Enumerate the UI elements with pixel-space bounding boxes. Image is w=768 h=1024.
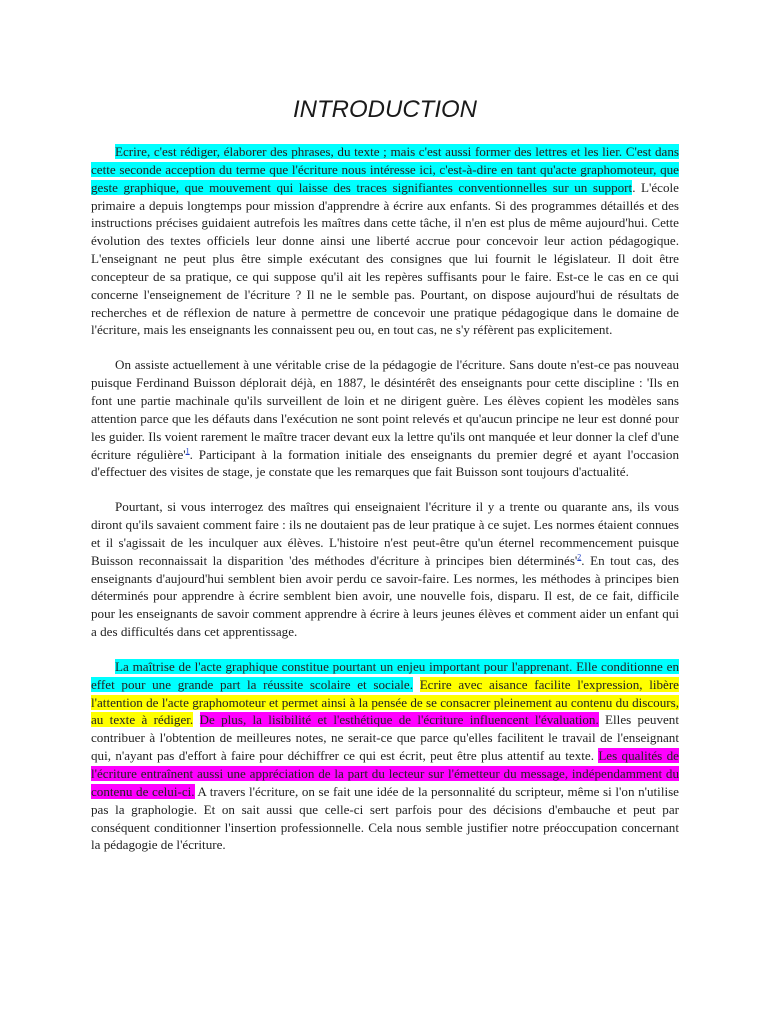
paragraph-text: Pourtant, si vous interrogez des maîtres qui enseignaient l'écriture il y a trente ou quarante ans, ils vous diront qu'ils savaient comment faire : ils ne doutaient pas de leur pratique à ce sujet. Les normes étaient connues et il s'agissait de les inculquer aux élèves. L'histoire n'est peut-être qu'un éternel recommencement puisque Buisson reconnaissait la disparition 'des méthodes d'écriture à principes bien déterminés' xyxy=(91,499,679,568)
footnote-link-1[interactable]: 1 xyxy=(185,446,190,456)
paragraph-text: . Participant à la formation initiale des enseignants du premier degré et ayant l'occasion d'effectuer des visites de stage, je constate que les remarques que fait Buisson sont toujours d'actualité. xyxy=(91,446,679,480)
paragraph-text: On assiste actuellement à une véritable crise de la pédagogie de l'écriture. Sans doute n'est-ce pas nouveau puisque Ferdinand Buisson déplorait déjà, en 1887, le désintérêt des enseignants pour cette discipline : 'Ils en font une partie machinale qu'ils surveillent de loin et ne dirigent guère. Les élèves copient les modèles sans attention parce que les défauts dans l'exécution ne sont point relevés et qu'aucun principe ne leur est donné pour les guider. Ils voient rarement le maître tracer devant eux la lettre qu'ils ont manquée et leur donner la clef d'une écriture régulière' xyxy=(91,357,679,462)
paragraph-3 xyxy=(91,498,679,641)
paragraph-1 xyxy=(91,143,679,339)
paragraph-text: . En tout cas, des enseignants d'aujourd'hui semblent bien avoir perdu ce savoir-faire. Les normes, les méthodes à principes bien déterminés pour apprendre à écrire semblent bien avoir, une nouvelle fois, disparu. Il est, de ce fait, difficile pour les enseignants de savoir comment apprendre à écrire à leurs jeunes élèves et comment aider un enfant qui a des difficultés dans cet apprentissage. xyxy=(91,552,680,640)
paragraph-text: Elles peuvent contribuer à l'obtention de meilleures notes, ne serait-ce que parce qu'elles facilitent le travail de l'enseignant qui, n'ayant pas d'effort à faire pour déchiffrer ce qui est écrit, peut être plus attentif au texte. xyxy=(91,712,679,764)
highlighted-text-cyan: La maîtrise de l'acte graphique constitue pourtant un enjeu important pour l'apprenant. Elle conditionne en effet pour une grande part la réussite scolaire et sociale. xyxy=(91,658,679,692)
highlighted-text-cyan: Ecrire, c'est rédiger, élaborer des phrases, du texte ; mais c'est aussi former des lettres et les lier. C'est dans cette seconde acception du terme que l'écriture nous intéresse ici, c'est-à-dire en tant qu'acte graphomoteur, que geste graphique, que mouvement qui laisse des traces signifiantes conventionnelles sur un support xyxy=(91,144,679,195)
paragraph-2 xyxy=(91,356,679,481)
document-title: INTRODUCTION xyxy=(293,96,477,123)
text-space xyxy=(413,677,420,692)
paragraph-4 xyxy=(91,658,679,854)
highlighted-text-yellow: Ecrire avec aisance facilite l'expression, libère l'attention de l'acte graphomoteur et permet ainsi à la pensée de se consacrer pleinement au contenu du discours, au texte à rédiger. xyxy=(91,676,679,728)
text-space xyxy=(193,712,199,727)
highlighted-text-magenta: De plus, la lisibilité et l'esthétique de l'écriture influencent l'évaluation. xyxy=(199,712,599,728)
paragraph-text: . L'école primaire a depuis longtemps pour mission d'apprendre à écrire aux enfants. Si des programmes détaillés et des instructions précises guidaient autrefois les maîtres dans cette tâche, il n'en est plus de même aujourd'hui. Cette évolution des textes officiels leur donne ainsi une liberté accrue pour concevoir leur action pédagogique. L'enseignant ne peut plus être simple exécutant des consignes que lui fournit le législateur. Il doit être concepteur de sa pratique, ce qui suppose qu'il ait les repères suffisants pour le faire. Est-ce le cas en ce qui concerne l'enseignement de l'écriture ? Il ne le semble pas. Pourtant, on dispose aujourd'hui de résultats de recherches et de réflexion de nature à permettre de concevoir une pratique pédagogique dans le domaine de l'écriture, mais les enseignants les connaissent peu ou, en tout cas, ne s'y réfèrent pas explicitement. xyxy=(91,179,679,338)
paragraph-text: A travers l'écriture, on se fait une idée de la personnalité du scripteur, même si l'on n'utilise pas la graphologie. Et on sait aussi que celle-ci sert parfois pour des décisions d'embauche et peut par conséquent conditionner l'insertion professionnelle. Cela nous semble justifier notre préoccupation concernant la pédagogie de l'écriture. xyxy=(91,783,679,853)
highlighted-text-magenta: Les qualités de l'écriture entraînent aussi une appréciation de la part du lecteur sur l'émetteur du message, indépendamment du contenu de celui-ci. xyxy=(91,748,679,799)
footnote-link-2[interactable]: 2 xyxy=(577,552,582,562)
